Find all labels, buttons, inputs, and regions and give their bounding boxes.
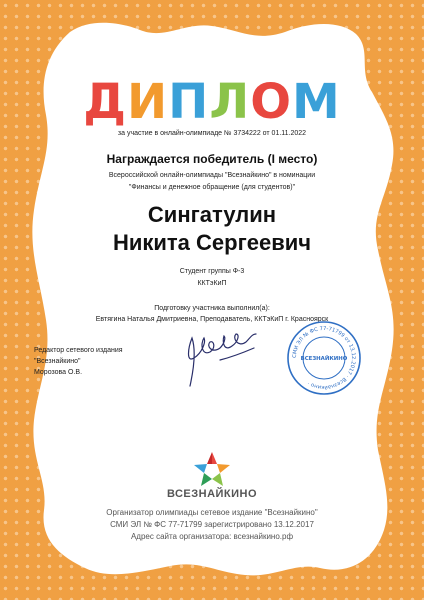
diploma-title xyxy=(83,72,341,130)
editor-title-line-2: "Всезнайкино" xyxy=(34,358,81,365)
title-letter: П xyxy=(168,74,210,130)
title-letter: Л xyxy=(209,74,251,130)
stamp-center-text: ВСЕЗНАЙКИНО xyxy=(300,356,348,362)
preparer-label: Подготовку участника выполнил(а): xyxy=(154,305,270,312)
competition-line-1: Всероссийской онлайн-олимпиады "Всезнайкино" в номинации xyxy=(108,172,316,179)
title-letter: И xyxy=(126,74,169,130)
competition-line-2: "Финансы и денежное обращение (для студентов)" xyxy=(128,184,296,191)
editor-title-line-1: Редактор сетевого издания xyxy=(34,347,123,354)
organization-stamp xyxy=(286,320,362,396)
preparer-name: Евтягина Наталья Дмитриевна, Преподаватель, ККТэКиП г. Красноярск xyxy=(95,316,329,323)
svg-text:ДИПЛОМ xyxy=(83,74,341,130)
editor-signature xyxy=(180,328,270,396)
footer-brand-name: ВСЕЗНАЙКИНО xyxy=(166,488,258,500)
recipient-given-names: Никита Сергеевич xyxy=(112,230,312,255)
registration-line: СМИ ЭЛ № ФС 77-71799 зарегистрировано 13.12.2017 xyxy=(110,520,314,529)
student-group: Студент группы Ф-3 xyxy=(179,268,245,275)
organizer-line: Организатор олимпиады сетевое издание "Всезнайкино" xyxy=(106,508,318,517)
student-institution: ККТэКиП xyxy=(197,280,227,287)
title-letter: М xyxy=(292,74,341,130)
title-letter: Д xyxy=(83,74,127,130)
certificate-subtitle: за участие в онлайн-олимпиаде № 3734222 от 01.11.2022 xyxy=(117,130,307,137)
editor-name: Морозова О.В. xyxy=(34,369,83,376)
stamp-ring-text: СМИ ЭЛ № ФС 77-71799 от 13.12.2017 · Всезнайкино · xyxy=(291,325,357,391)
recipient-surname: Сингатулин xyxy=(147,202,277,227)
brand-star-logo xyxy=(190,450,234,488)
website-line: Адрес сайта организатора: всезнайкино.рф xyxy=(130,532,294,541)
title-letter: О xyxy=(250,74,293,130)
award-heading: Награждается победитель (I место) xyxy=(106,152,318,166)
